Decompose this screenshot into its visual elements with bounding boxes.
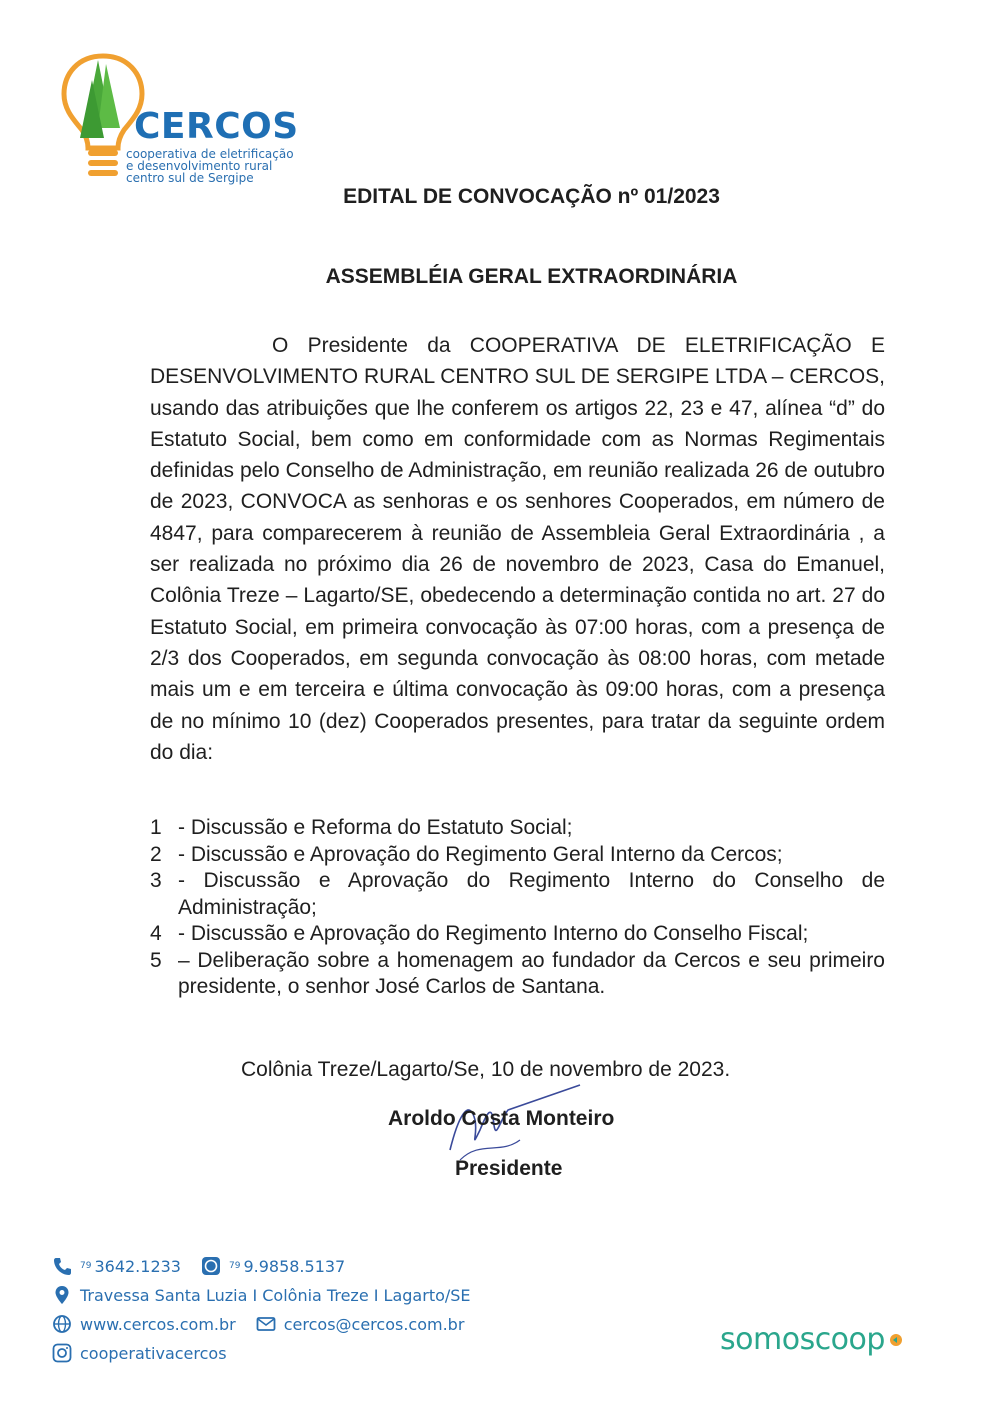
document-subtitle: ASSEMBLÉIA GERAL EXTRAORDINÁRIA <box>325 265 738 288</box>
website-link[interactable]: www.cercos.com.br <box>80 1314 236 1334</box>
globe-icon <box>52 1314 72 1334</box>
email-link[interactable]: cercos@cercos.com.br <box>283 1314 465 1334</box>
logo-subtitle-line: cooperativa de eletrificação <box>126 147 294 161</box>
address-text: Travessa Santa Luzia I Colônia Treze I Lagarto/SE <box>80 1285 471 1305</box>
agenda-item <box>150 921 885 948</box>
somoscoop-text: somoscoop <box>720 1322 885 1357</box>
web-row <box>52 1312 464 1336</box>
date-line: Colônia Treze/Lagarto/Se, 10 de novembro de 2023. <box>241 1058 731 1081</box>
agenda-item-number: 3 <box>150 869 162 892</box>
location-icon <box>52 1285 72 1305</box>
agenda-item <box>150 815 885 842</box>
whatsapp-area-code: 79 <box>228 1261 241 1271</box>
phone-icon <box>52 1256 72 1276</box>
agenda-item-number: 1 <box>150 816 162 839</box>
agenda-item-number: 5 <box>150 948 162 972</box>
agenda-item-text: – Deliberação sobre a homenagem ao fundador da Cercos e seu primeiro presidente, o senhor José Carlos de Santana. <box>178 948 885 998</box>
whatsapp-number[interactable]: 9.9858.5137 <box>243 1256 346 1276</box>
agenda-list <box>150 815 885 1001</box>
convocation-paragraph: O Presidente da COOPERATIVA DE ELETRIFICAÇÃO E DESENVOLVIMENTO RURAL CENTRO SUL DE SERGIPE LTDA – CERCOS, usando das atribuições que lhe conferem os artigos 22, 23 e 47, alínea “d” do Estatuto Social, bem como em conformidade com as Normas Regimentais definidas pelo Conselho de Administração, em reunião realizada 26 de outubro de 2023, CONVOCA as senhoras e os senhores Cooperados, em número de 4847, para comparecerem à reunião de Assembleia Geral Extraordinária , a ser realizada no próximo dia 26 de novembro de 2023, Casa do Emanuel, Colônia Treze – Lagarto/SE, obedecendo a determinação contida no art. 27 do Estatuto Social, em primeira convocação às 07:00 horas, com a presença de 2/3 dos Cooperados, em segunda convocação às 08:00 horas, com metade mais um e em terceira e última convocação às 09:00 horas, com a presença de no mínimo 10 (dez) Cooperados presentes, para tratar da seguinte ordem do dia: <box>150 334 885 764</box>
mail-icon <box>256 1314 276 1334</box>
phone-row <box>52 1254 345 1278</box>
signer-name: Aroldo Costa Monteiro <box>388 1107 615 1130</box>
signer-role: Presidente <box>455 1157 563 1180</box>
agenda-item <box>150 842 885 869</box>
instagram-icon <box>52 1343 72 1363</box>
agenda-item-text: - Discussão e Aprovação do Regimento Geral Interno da Cercos; <box>178 842 783 866</box>
logo-subtitle-line: centro sul de Sergipe <box>126 171 254 185</box>
cercos-logo <box>58 50 318 190</box>
agenda-item-text: - Discussão e Aprovação do Regimento Interno do Conselho Fiscal; <box>178 922 809 945</box>
agenda-item-number: 2 <box>150 842 162 866</box>
agenda-item <box>150 868 885 921</box>
agenda-item-number: 4 <box>150 922 162 945</box>
phone-area-code: 79 <box>80 1261 92 1271</box>
document-title: EDITAL DE CONVOCAÇÃO nº 01/2023 <box>343 185 720 208</box>
agenda-item-text: - Discussão e Reforma do Estatuto Social; <box>178 816 573 839</box>
whatsapp-icon <box>201 1256 221 1276</box>
address-row <box>52 1283 471 1307</box>
agenda-item <box>150 948 885 1001</box>
logo-subtitle <box>126 148 294 184</box>
instagram-row <box>52 1341 227 1365</box>
phone-number[interactable]: 3642.1233 <box>94 1256 181 1276</box>
logo-name: CERCOS <box>134 106 299 147</box>
agenda-item-text: - Discussão e Aprovação do Regimento Interno do Conselho de Administração; <box>178 869 885 919</box>
instagram-handle[interactable]: cooperativacercos <box>80 1343 227 1363</box>
somoscoop-mark-icon <box>889 1333 903 1347</box>
somoscoop-logo <box>720 1322 903 1357</box>
logo-subtitle-line: e desenvolvimento rural <box>126 159 273 173</box>
